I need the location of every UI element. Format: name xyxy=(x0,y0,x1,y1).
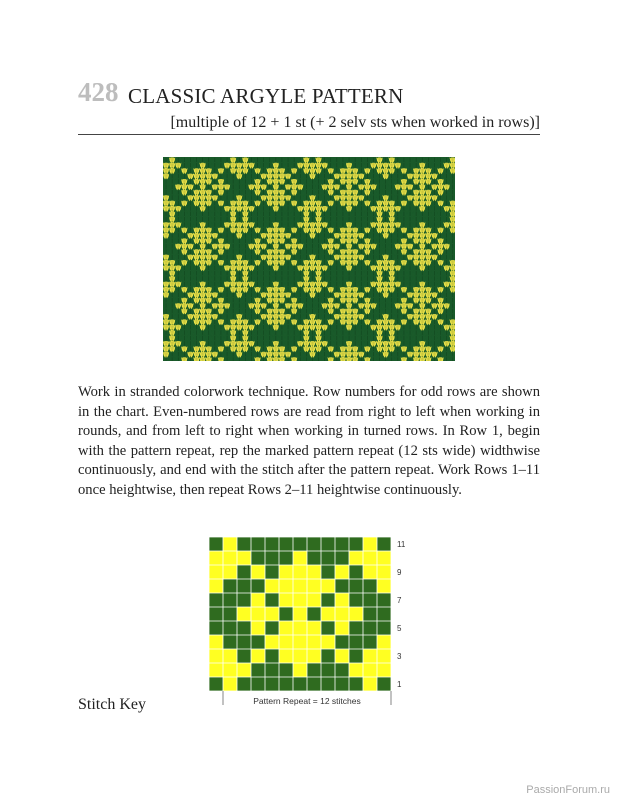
chart-cell-contrast xyxy=(223,649,237,663)
header-rule xyxy=(78,134,540,135)
chart-cell-contrast xyxy=(265,607,279,621)
chart-cell-contrast xyxy=(209,565,223,579)
chart-cell-contrast xyxy=(321,579,335,593)
chart-cell-contrast xyxy=(377,649,391,663)
chart-cell-contrast xyxy=(265,579,279,593)
chart-cell-contrast xyxy=(209,663,223,677)
colorwork-chart xyxy=(206,534,416,706)
chart-cell-contrast xyxy=(223,537,237,551)
stitch-key-heading: Stitch Key xyxy=(78,696,146,713)
knitted-swatch-photo xyxy=(163,157,455,361)
chart-cell-contrast xyxy=(293,663,307,677)
chart-cell-contrast xyxy=(307,565,321,579)
chart-cell-contrast xyxy=(377,635,391,649)
chart-row-label: 7 xyxy=(397,596,402,606)
pattern-repeat-label: Pattern Repeat = 12 stitches xyxy=(253,696,361,706)
chart-cell-contrast xyxy=(335,593,349,607)
chart-cell-contrast xyxy=(223,551,237,565)
chart-cell-contrast xyxy=(293,649,307,663)
chart-cell-contrast xyxy=(307,649,321,663)
chart-cell-contrast xyxy=(321,607,335,621)
chart-cell-contrast xyxy=(293,635,307,649)
pattern-subtitle: [multiple of 12 + 1 st (+ 2 selv sts when worked in rows)] xyxy=(170,114,540,131)
chart-cell-contrast xyxy=(363,677,377,691)
chart-cell-contrast xyxy=(307,579,321,593)
chart-cell-contrast xyxy=(377,551,391,565)
chart-cell-contrast xyxy=(237,607,251,621)
chart-cell-contrast xyxy=(279,579,293,593)
chart-cell-contrast xyxy=(293,579,307,593)
chart-cell-contrast xyxy=(321,635,335,649)
chart-cell-contrast xyxy=(377,663,391,677)
chart-cell-contrast xyxy=(251,607,265,621)
chart-cell-contrast xyxy=(209,551,223,565)
chart-cell-contrast xyxy=(209,579,223,593)
chart-cell-contrast xyxy=(363,649,377,663)
chart-cell-contrast xyxy=(349,663,363,677)
chart-cell-contrast xyxy=(223,663,237,677)
chart-cell-contrast xyxy=(363,551,377,565)
chart-cell-contrast xyxy=(293,607,307,621)
chart-cell-contrast xyxy=(377,565,391,579)
chart-cell-contrast xyxy=(251,649,265,663)
pattern-title: CLASSIC ARGYLE PATTERN xyxy=(128,84,404,108)
chart-cell-contrast xyxy=(363,565,377,579)
chart-cell-contrast xyxy=(251,593,265,607)
chart-cell-contrast xyxy=(209,635,223,649)
chart-cell-contrast xyxy=(335,621,349,635)
chart-cell-contrast xyxy=(293,593,307,607)
chart-cell-contrast xyxy=(279,649,293,663)
chart-cell-contrast xyxy=(293,621,307,635)
chart-row-label: 9 xyxy=(397,568,402,578)
chart-cell-contrast xyxy=(237,551,251,565)
chart-cell-contrast xyxy=(377,579,391,593)
chart-cell-contrast xyxy=(363,537,377,551)
chart-cell-contrast xyxy=(265,635,279,649)
chart-cell-contrast xyxy=(363,663,377,677)
chart-cell-contrast xyxy=(307,621,321,635)
chart-cell-contrast xyxy=(209,649,223,663)
chart-cell-contrast xyxy=(335,565,349,579)
chart-cell-contrast xyxy=(251,565,265,579)
chart-cell-contrast xyxy=(279,621,293,635)
chart-cell-contrast xyxy=(335,607,349,621)
pattern-number: 428 xyxy=(78,77,119,107)
watermark: PassionForum.ru xyxy=(526,784,610,796)
chart-cell-contrast xyxy=(349,607,363,621)
chart-row-label: 5 xyxy=(397,624,402,634)
chart-row-label: 1 xyxy=(397,680,402,690)
chart-row-label: 11 xyxy=(397,540,406,550)
chart-cell-contrast xyxy=(223,677,237,691)
chart-cell-contrast xyxy=(335,649,349,663)
chart-cell-contrast xyxy=(279,593,293,607)
chart-cell-contrast xyxy=(293,551,307,565)
pattern-instructions: Work in stranded colorwork technique. Row numbers for odd rows are shown in the chart. Even-numbered rows are read from right to left when working in rounds, and from left to right when working in turned rows. In Row 1, begin with the pattern repeat, rep the marked pattern repeat (12 sts wide) widthwise continuously, and end with the stitch after the pattern repeat. Work Rows 1–11 once heightwise, then repeat Rows 2–11 heightwise continuously. xyxy=(78,384,540,498)
chart-cell-contrast xyxy=(307,593,321,607)
chart-cell-contrast xyxy=(307,635,321,649)
chart-cell-contrast xyxy=(279,565,293,579)
chart-cell-contrast xyxy=(251,621,265,635)
chart-row-label: 3 xyxy=(397,652,402,662)
chart-cell-contrast xyxy=(279,635,293,649)
chart-cell-contrast xyxy=(237,663,251,677)
chart-cell-contrast xyxy=(349,551,363,565)
chart-cell-contrast xyxy=(223,565,237,579)
chart-cell-contrast xyxy=(293,565,307,579)
